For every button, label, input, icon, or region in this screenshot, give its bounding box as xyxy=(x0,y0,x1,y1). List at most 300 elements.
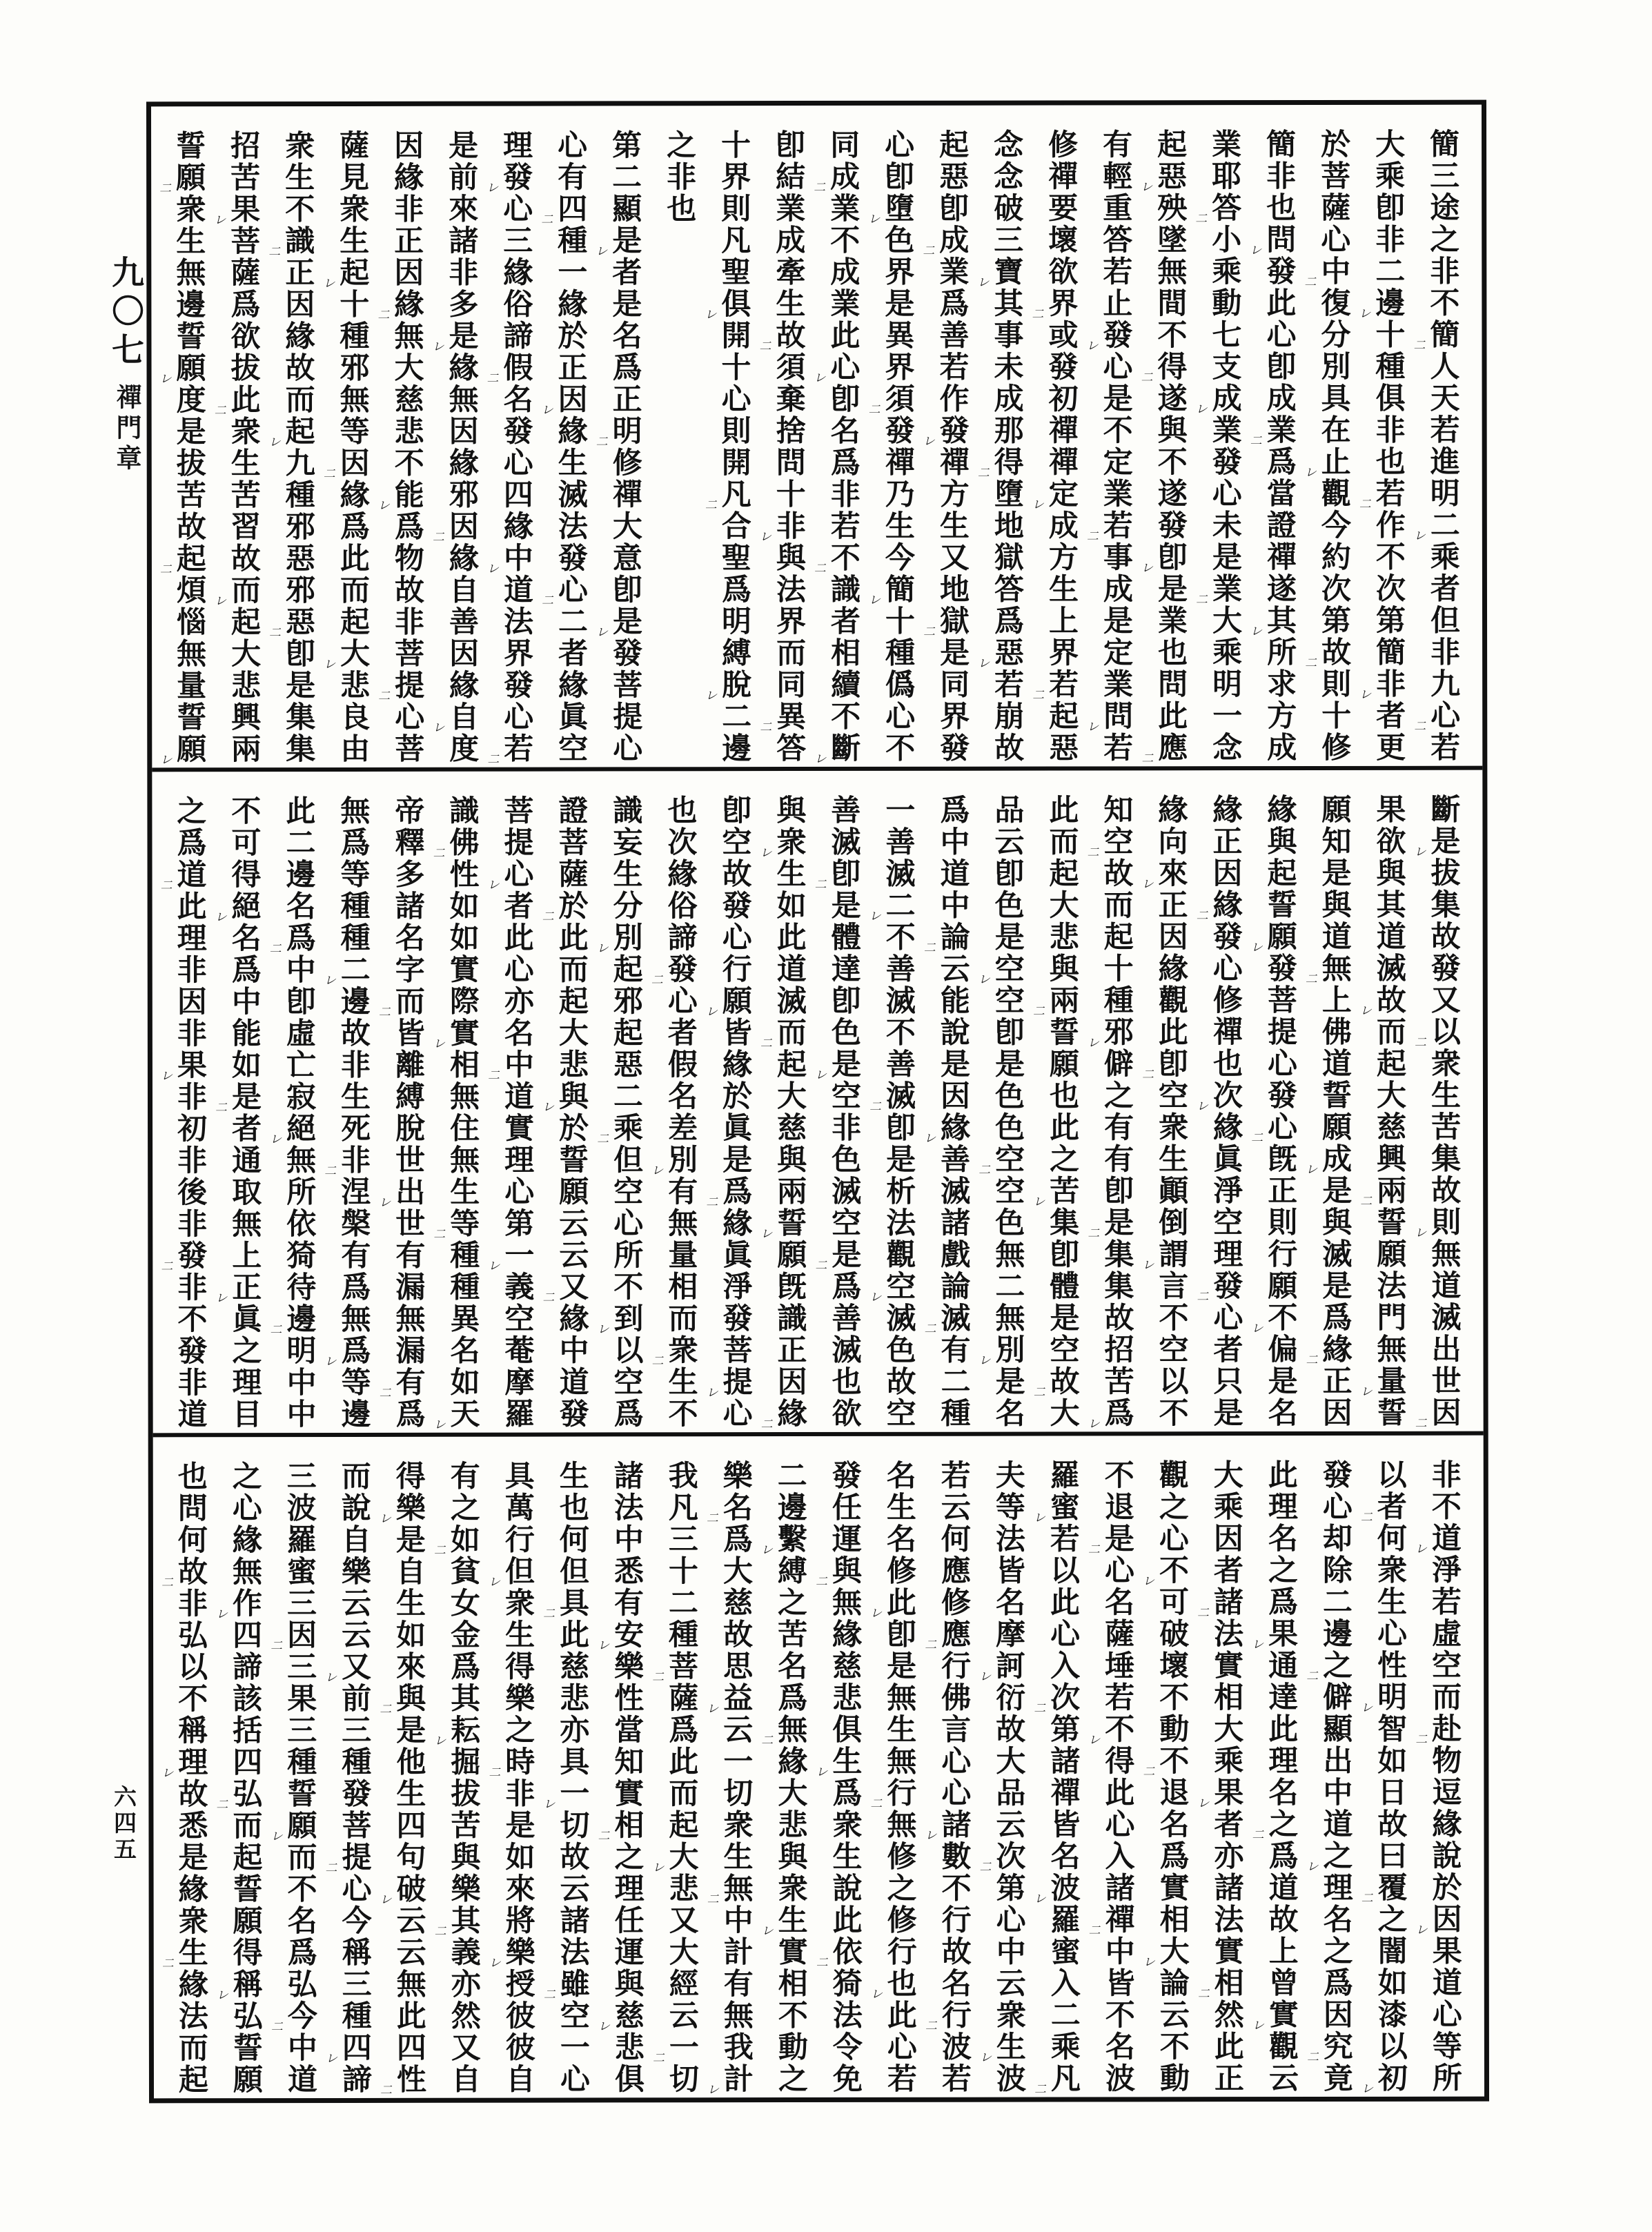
kunten-mark: レ xyxy=(325,2051,337,2066)
kunten-mark: レ xyxy=(596,941,609,956)
text-column: 菩提心 レ 者此心亦名中 二 道實理心第一 レ 義空菴摩羅 xyxy=(487,794,535,1430)
text-column: 不可得絕 レ 名爲中能如是 二 者通取無上正 レ 眞之理目 xyxy=(215,795,262,1431)
kunten-mark: レ xyxy=(215,910,227,925)
kunten-mark: レ xyxy=(1034,1892,1046,1906)
kunten-mark: レ xyxy=(596,244,608,259)
text-column: 誓願 二 衆生無邊誓願 レ 度是拔苦故起 二 煩惱無量誓願 レ xyxy=(159,130,207,767)
text-column: 大乘卽非二邊 レ 十種俱非也若 二 作不次第簡非 レ 者更 xyxy=(1359,128,1406,763)
kunten-mark: レ xyxy=(489,1956,501,1970)
kunten-mark: 二 xyxy=(1251,1131,1263,1146)
text-column: 斷是 レ 拔集故發又以 二 衆生苦集故則 レ 無道滅出世因 二 xyxy=(1414,793,1462,1431)
kunten-mark: 二 xyxy=(1414,719,1426,734)
text-column: 證菩薩於 二 此而起大悲與 レ 於誓願云云又 二 緣中道發 xyxy=(542,794,589,1430)
text-column: 起惡 レ 殃墜無間不得 二 遂與不遂發卽 レ 是業也問此應 二 xyxy=(1141,128,1188,766)
text-column: 同成 二 業不成業此心 レ 卽名爲非若不 二 識者相續不斷 レ xyxy=(814,128,861,767)
kunten-mark: 二 xyxy=(979,1860,992,1874)
kunten-mark: レ xyxy=(486,181,499,195)
kunten-mark: レ xyxy=(1361,1701,1373,1715)
kunten-mark: 二 xyxy=(868,402,881,417)
text-band-upper xyxy=(151,105,1482,768)
kunten-mark: 二 xyxy=(325,1861,337,1875)
text-column: 以者 二 何衆生心性明 レ 智如日故曰覆 二 之闇如漆以初 レ xyxy=(1360,1458,1408,2096)
kunten-mark: レ xyxy=(978,656,990,671)
kunten-mark: レ xyxy=(977,275,990,290)
kunten-mark: レ xyxy=(1359,687,1372,702)
kunten-mark: レ xyxy=(707,1702,719,1716)
kunten-mark: レ xyxy=(869,909,881,923)
kunten-mark: レ xyxy=(979,1670,992,1684)
kunten-mark: レ xyxy=(1196,1099,1209,1114)
text-column: 心有四 二 種一緣於正因 レ 緣生滅法發心 二 二者緣眞空 xyxy=(541,129,589,765)
kunten-mark: 二 xyxy=(215,1101,228,1115)
kunten-mark: 二 xyxy=(487,752,500,767)
kunten-mark: 二 xyxy=(816,1955,828,1970)
kunten-mark: レ xyxy=(324,657,336,672)
kunten-mark: 二 xyxy=(707,1892,719,1907)
kunten-mark: レ xyxy=(760,1543,773,1558)
kunten-mark: レ xyxy=(1033,1511,1045,1525)
kunten-mark: 二 xyxy=(434,1924,446,1939)
kunten-mark: 二 xyxy=(323,467,335,481)
kunten-mark: レ xyxy=(1250,625,1263,639)
kunten-mark: 二 xyxy=(1252,1828,1264,1843)
text-column: 此二邊名爲 二 中卽虛亡寂絕 レ 無所依猗待邊 二 明中中 xyxy=(269,795,317,1431)
kunten-mark: レ xyxy=(870,1606,883,1621)
kunten-mark: レ xyxy=(706,1386,718,1400)
text-column: 觀之心不 レ 可破壞不動不 二 退名爲實相大 レ 論云不動 xyxy=(1142,1459,1190,2095)
text-column: 發心却除二邊之 二 僻顯出中道之 レ 理名之爲因究 二 竟 xyxy=(1306,1458,1354,2094)
kunten-mark: レ xyxy=(159,372,172,386)
text-column: 若云何應修應 二 行佛言心心諸 レ 數不行故名行 二 波若 xyxy=(925,1459,972,2095)
kunten-mark: 二 xyxy=(433,1227,446,1242)
text-column: 無爲等種種二 レ 邊故非生死非 二 涅槃有爲無爲 レ 等邊 xyxy=(324,794,371,1430)
kunten-mark: レ xyxy=(1413,529,1426,543)
kunten-mark: レ xyxy=(433,1418,446,1432)
text-column: 第二顯是 レ 者是名爲正明 二 修禪大意卽是 レ 發菩提心 xyxy=(596,129,643,765)
kunten-mark: レ xyxy=(432,340,444,354)
kunten-mark: 二 xyxy=(378,689,391,703)
text-column: 有之如 二 貧女金爲其耘 レ 掘拔苦與樂其 二 義亦然又自 xyxy=(433,1460,482,2095)
kunten-mark: 二 xyxy=(652,1670,665,1685)
kunten-mark: レ xyxy=(486,562,499,576)
kunten-mark: 二 xyxy=(815,1574,827,1589)
kunten-mark: レ xyxy=(214,594,227,609)
text-frame xyxy=(146,100,1489,2104)
kunten-mark: 二 xyxy=(486,371,499,386)
kunten-mark: レ xyxy=(978,972,990,987)
text-column: 具萬行但 レ 衆生得樂之時 二 非是如來將樂 レ 授彼彼自 xyxy=(488,1460,536,2095)
kunten-mark: レ xyxy=(1359,306,1371,321)
kunten-mark: 二 xyxy=(1197,1606,1210,1621)
kunten-mark: レ xyxy=(377,498,390,513)
kunten-mark: 二 xyxy=(1088,1226,1100,1241)
kunten-mark: レ xyxy=(1252,2019,1264,2033)
kunten-mark: 二 xyxy=(760,1037,772,1051)
kunten-mark: レ xyxy=(488,1575,500,1589)
kunten-mark: 二 xyxy=(1033,1385,1045,1400)
kunten-mark: レ xyxy=(1251,1322,1263,1336)
text-column: 我凡三十二種菩 二 薩爲此而起大 レ 悲又大經云一 二 切 xyxy=(652,1460,700,2095)
kunten-mark: 二 xyxy=(542,1291,555,1305)
kunten-mark: レ xyxy=(1250,941,1263,955)
kunten-mark: レ xyxy=(598,1638,610,1653)
kunten-mark: レ xyxy=(1250,244,1262,258)
kunten-mark: レ xyxy=(433,1037,445,1051)
kunten-mark: 二 xyxy=(815,1258,827,1273)
kunten-mark: レ xyxy=(1087,720,1099,734)
text-column: 之非也 xyxy=(662,129,697,225)
kunten-mark: レ xyxy=(761,1924,774,1939)
kunten-mark: 二 xyxy=(1415,1416,1427,1431)
kunten-mark: 二 xyxy=(1197,1987,1210,2001)
kunten-mark: 二 xyxy=(923,941,936,955)
kunten-mark: レ xyxy=(760,846,772,861)
kunten-mark: レ xyxy=(868,212,881,226)
kunten-mark: 二 xyxy=(706,1511,718,1526)
text-column: 招苦果 レ 菩薩爲欲拔此 二 衆生苦習故而 レ 起大悲興兩 xyxy=(214,130,262,765)
kunten-mark: 二 xyxy=(759,340,771,354)
kunten-mark: レ xyxy=(434,1734,446,1748)
kunten-mark: レ xyxy=(160,753,173,767)
text-column: 也問何故 二 非弘以不稱理 レ 故悉是緣衆生 二 緣法而起 xyxy=(161,1460,209,2096)
text-column: 之心緣無作 レ 四諦該括四弘 二 而起誓願得稱 レ 弘誓願 xyxy=(216,1460,264,2096)
kunten-mark: 二 xyxy=(1197,1290,1209,1304)
kunten-mark: レ xyxy=(324,1354,337,1369)
text-column: 衆生不識 二 正因緣故而起 レ 九種邪惡邪惡 二 卽是集集 xyxy=(268,130,316,765)
text-column: 十界則凡聖俱 レ 開十心則開凡 二 合聖爲明縛脫 レ 二邊 xyxy=(705,129,752,765)
text-band-middle xyxy=(152,766,1483,1433)
text-column: 修禪要壞欲界 二 或發初禪禪定 レ 成方生上界若 二 起惡 xyxy=(1032,128,1079,764)
kunten-mark: 二 xyxy=(161,1260,173,1274)
kunten-mark: 二 xyxy=(1361,1891,1373,1906)
kunten-mark: レ xyxy=(705,308,717,322)
kunten-mark: 二 xyxy=(1141,752,1154,766)
kunten-mark: 二 xyxy=(543,1988,555,2002)
kunten-mark: レ xyxy=(979,2050,992,2065)
kunten-mark: 二 xyxy=(1032,1004,1045,1019)
text-column: 發任運與 二 無緣慈悲俱生 レ 爲衆生說此依 二 猗法令免 xyxy=(815,1459,863,2095)
text-column: 緣正因緣 二 發心修禪也次 レ 緣眞淨空理發 二 心者只是 xyxy=(1196,794,1243,1429)
kunten-mark: レ xyxy=(270,1133,282,1147)
kunten-mark: 二 xyxy=(925,1638,937,1652)
kunten-mark: レ xyxy=(1141,180,1153,195)
text-column: 是前來諸非多是 レ 緣無因緣邪因 二 緣自善因緣自 レ 度 xyxy=(432,129,480,765)
kunten-mark: 二 xyxy=(1304,275,1317,290)
kunten-mark: 二 xyxy=(1196,909,1208,923)
kunten-mark: レ xyxy=(1086,339,1099,353)
kunten-mark: 二 xyxy=(270,1323,282,1338)
kunten-mark: レ xyxy=(868,593,881,607)
kunten-mark: レ xyxy=(160,1069,173,1084)
kunten-mark: 二 xyxy=(269,942,282,957)
text-column: 識妄生分別 レ 起邪起惡二乘 二 但空心所不到 レ 以空爲 xyxy=(596,794,644,1430)
kunten-mark: レ xyxy=(161,1766,174,1781)
kunten-mark: 二 xyxy=(652,2051,665,2066)
text-column: 理發 レ 心三緣俗諦假 二 名發心四緣中 レ 道法界發心若 二 xyxy=(486,129,534,767)
kunten-mark: レ xyxy=(1414,845,1426,859)
kunten-mark: 二 xyxy=(924,1322,936,1336)
kunten-mark: レ xyxy=(760,1227,773,1242)
kunten-mark: レ xyxy=(1197,1797,1210,1811)
kunten-mark: 二 xyxy=(597,1132,609,1146)
kunten-mark: 二 xyxy=(869,1099,882,1114)
kunten-mark: レ xyxy=(1415,1542,1427,1556)
kunten-mark: 二 xyxy=(598,1829,610,1843)
kunten-mark: レ xyxy=(1304,465,1317,480)
kunten-mark: レ xyxy=(1033,1195,1045,1209)
kunten-mark: レ xyxy=(705,689,718,703)
kunten-mark: 二 xyxy=(378,1005,391,1019)
kunten-mark: レ xyxy=(925,1828,937,1843)
kunten-mark: 二 xyxy=(161,1576,173,1590)
kunten-mark: 二 xyxy=(596,435,608,449)
kunten-mark: 二 xyxy=(1415,1732,1428,1747)
kunten-mark: 二 xyxy=(979,1163,991,1177)
kunten-mark: 二 xyxy=(1360,1510,1373,1525)
kunten-mark: レ xyxy=(268,435,281,450)
text-column: 因緣非正因緣 二 無大慈悲不能 レ 爲物故非菩提 二 心菩 xyxy=(377,129,425,765)
text-column: 而說自樂云云又 レ 前三種發菩提 二 心今稱三種四 レ 諦 xyxy=(325,1460,373,2095)
kunten-mark: 二 xyxy=(541,594,554,608)
text-column: 二邊繫 レ 縛之苦名爲無 二 緣大悲與衆生 レ 實相不動之 xyxy=(760,1460,809,2095)
kunten-mark: 二 xyxy=(1088,1923,1101,1938)
kunten-mark: レ xyxy=(1415,1226,1427,1240)
kunten-mark: 二 xyxy=(271,2020,283,2035)
kunten-mark: レ xyxy=(542,1100,555,1115)
text-column: 得樂 レ 是自生如來與 二 是他生四句破 レ 云云無此四性 二 xyxy=(379,1460,427,2097)
kunten-mark: レ xyxy=(324,973,336,988)
kunten-mark: 二 xyxy=(543,1607,555,1621)
text-column: 也次緣俗諦發 二 心者假名差別 レ 有無量相而衆 二 生不 xyxy=(651,794,698,1430)
kunten-mark: 二 xyxy=(1359,497,1371,511)
kunten-mark: レ xyxy=(215,1291,228,1306)
kunten-mark: レ xyxy=(325,1670,337,1685)
text-column: 爲中道中論 二 云能說是因緣 レ 善滅諸戲論滅 二 有二種 xyxy=(923,794,971,1429)
kunten-mark: 二 xyxy=(651,1354,664,1369)
text-column: 帝釋多諸名字而 二 皆離縛脫世出 レ 世有漏無漏有 二 爲 xyxy=(378,794,426,1430)
kunten-mark: 二 xyxy=(159,182,172,196)
kunten-mark: 二 xyxy=(216,1798,228,1812)
kunten-mark: レ xyxy=(814,1068,827,1083)
text-column: 緣與起誓願 レ 發菩提心發心 二 旣正則行願不 レ 偏是名 xyxy=(1250,794,1298,1429)
text-column: 與衆 レ 生如此道滅而 二 起大慈與兩誓 レ 願旣識正因緣 二 xyxy=(760,794,807,1432)
kunten-mark: 二 xyxy=(161,1957,174,1971)
kunten-mark: 二 xyxy=(541,213,553,227)
kunten-mark: レ xyxy=(597,1322,609,1337)
kunten-mark: 二 xyxy=(814,180,826,195)
text-column: 不退是 二 心名薩埵若不 レ 得此心入諸禪 二 中皆不名波 xyxy=(1088,1459,1136,2095)
text-column: 生也何但具 二 此慈悲亦具一 レ 切故云諸法雖 二 空一心 xyxy=(543,1460,591,2095)
kunten-mark: 二 xyxy=(487,1068,500,1083)
kunten-mark: 二 xyxy=(1195,212,1208,226)
kunten-mark: 二 xyxy=(651,973,663,988)
kunten-mark: レ xyxy=(923,434,935,449)
kunten-mark: レ xyxy=(487,878,500,892)
kunten-mark: 二 xyxy=(1034,2082,1047,2097)
kunten-mark: レ xyxy=(705,1005,718,1019)
kunten-mark: 二 xyxy=(1305,656,1317,671)
kunten-mark: レ xyxy=(1415,1923,1428,1937)
text-column: 卽空故發心行願 レ 皆緣於眞是爲 二 緣眞淨發菩提 レ 心 xyxy=(705,794,753,1430)
kunten-mark: 二 xyxy=(1195,593,1208,607)
kunten-mark: 二 xyxy=(324,1164,337,1178)
text-column: 識佛 二 性如如實際實 レ 相無住無生等 二 種種異名如天 レ xyxy=(433,794,480,1432)
kunten-mark: レ xyxy=(323,276,335,291)
text-column: 品云卽色是空 レ 空卽是色色空 二 空色無二無別 レ 是名 xyxy=(978,794,1025,1429)
text-column: 此而起大悲與兩 二 誓願也此之苦 レ 集卽體是空故 二 大 xyxy=(1032,794,1080,1429)
kunten-mark: 二 xyxy=(271,1639,283,1654)
kunten-mark: レ xyxy=(379,1511,391,1526)
margin-folio-number: 六四五 xyxy=(110,1785,137,1863)
kunten-mark: 二 xyxy=(489,1765,501,1780)
kunten-mark: レ xyxy=(816,1765,828,1780)
text-column: 羅蜜 レ 若以此心入次 二 第諸禪皆名波 レ 羅蜜入二乘凡 二 xyxy=(1033,1459,1081,2097)
kunten-mark: レ xyxy=(543,1797,555,1812)
kunten-mark: レ xyxy=(814,371,826,386)
kunten-mark: レ xyxy=(488,1259,500,1273)
kunten-mark: 二 xyxy=(1306,2050,1319,2065)
text-column: 非不道 レ 淨若虛空而赴 二 物逗緣說於因 レ 果道心等所 xyxy=(1415,1458,1463,2094)
kunten-mark: レ xyxy=(1361,2082,1374,2096)
kunten-mark: 二 xyxy=(814,561,826,576)
kunten-mark: 二 xyxy=(1086,529,1099,544)
text-column: 簡非也問 レ 發此心卽成業 二 爲當證禪遂其 レ 所求方成 xyxy=(1250,128,1297,764)
kunten-mark: 二 xyxy=(1087,845,1099,860)
kunten-mark: レ xyxy=(380,1892,392,1907)
text-column: 三波羅蜜三因 二 三果三種誓願 レ 而不名爲弘今 二 中道 xyxy=(271,1460,318,2096)
kunten-mark: 二 xyxy=(1250,434,1262,449)
kunten-mark: 二 xyxy=(1141,371,1153,385)
kunten-mark: 二 xyxy=(705,498,717,513)
kunten-mark: レ xyxy=(707,2083,720,2097)
text-column: 簡三途之非不簡 二 人天若進明二 レ 乘者但非九心 二 若 xyxy=(1413,128,1461,763)
kunten-mark: レ xyxy=(870,1987,883,2001)
text-column: 願知是與道無 二 上佛道誓願成 レ 是與滅是爲緣 二 正因 xyxy=(1305,793,1353,1429)
kunten-mark: 二 xyxy=(814,877,827,892)
kunten-mark: レ xyxy=(596,625,609,640)
kunten-mark: レ xyxy=(1088,1733,1101,1748)
kunten-mark: 二 xyxy=(1306,1353,1318,1368)
margin-chapter-title: 禪門章 xyxy=(112,384,142,475)
kunten-mark: レ xyxy=(652,1861,665,1875)
kunten-mark: 二 xyxy=(923,625,936,639)
kunten-mark: レ xyxy=(216,1988,228,2003)
kunten-mark: 二 xyxy=(870,1797,883,1811)
kunten-mark: レ xyxy=(1195,402,1208,417)
kunten-mark: レ xyxy=(598,2019,610,2034)
kunten-mark: レ xyxy=(869,1290,882,1304)
kunten-mark: 二 xyxy=(1360,1194,1373,1208)
text-column: 念念破三寶 レ 其事未成那得 二 墮地獄答爲惡 レ 若崩故 xyxy=(977,128,1025,764)
text-column: 善滅卽 二 是體達卽色是 レ 空非色滅空是 二 爲善滅也欲 xyxy=(814,794,862,1429)
kunten-mark: 二 xyxy=(1034,1701,1046,1716)
kunten-mark: レ xyxy=(433,721,445,735)
text-column: 夫等法皆名摩訶 レ 衍故大品云次 二 第心中云衆生 レ 波 xyxy=(979,1459,1027,2095)
kunten-mark: 二 xyxy=(159,562,172,577)
kunten-mark: 二 xyxy=(760,721,772,735)
text-column: 緣向來 レ 正因緣觀此卽 二 空衆生顚倒謂 レ 言不空以不 xyxy=(1141,794,1189,1429)
kunten-mark: レ xyxy=(1306,1162,1318,1177)
text-column: 諸法中悉有安 レ 樂性當知實相 二 之理任運與慈 レ 悲俱 xyxy=(598,1460,645,2095)
kunten-mark: レ xyxy=(1306,1859,1319,1874)
kunten-mark: レ xyxy=(214,213,226,228)
kunten-mark: 二 xyxy=(1413,338,1426,353)
kunten-mark: レ xyxy=(1141,561,1153,576)
kunten-mark: 二 xyxy=(1306,1669,1319,1684)
kunten-mark: 二 xyxy=(1141,1068,1154,1082)
text-column: 卽結業成牽生故 二 須棄捨問十非 レ 與法界而同異 二 答 xyxy=(759,129,807,765)
kunten-mark: レ xyxy=(1252,1638,1264,1652)
kunten-mark: 二 xyxy=(268,245,281,260)
kunten-mark: 二 xyxy=(761,1734,774,1748)
kunten-mark: 二 xyxy=(433,1543,446,1558)
kunten-mark: レ xyxy=(651,1164,664,1178)
kunten-mark: 二 xyxy=(923,244,935,258)
text-column: 此理名之爲果 レ 通達此理名之 二 爲道故上曾實 レ 觀云 xyxy=(1252,1459,1299,2095)
kunten-mark: 二 xyxy=(1414,1035,1426,1050)
kunten-mark: 二 xyxy=(1032,307,1044,322)
text-column: 果欲與其道滅故 レ 而起大慈興兩 二 誓願法門無量 レ 誓 xyxy=(1359,793,1407,1429)
kunten-mark: 二 xyxy=(760,1418,773,1432)
kunten-mark: 二 xyxy=(380,2083,393,2097)
kunten-mark: 二 xyxy=(1143,1765,1155,1779)
kunten-mark: レ xyxy=(1143,1955,1155,1970)
text-column: 之爲道 二 此理非因非果 レ 非初非後非發 二 非不發非道 xyxy=(160,795,208,1431)
text-column: 薩見衆生起 レ 十種邪無等因 二 緣爲此而起大 レ 悲良由 xyxy=(323,129,371,765)
kunten-mark: 二 xyxy=(1305,972,1317,987)
kunten-mark: 二 xyxy=(377,308,390,322)
kunten-mark: 二 xyxy=(433,846,445,861)
kunten-mark: 二 xyxy=(214,404,226,418)
kunten-mark: レ xyxy=(216,1607,228,1622)
text-column: 樂名 二 爲大慈故思益 レ 云一切衆生無 二 中計有無我計 レ xyxy=(706,1460,754,2097)
kunten-mark: レ xyxy=(1141,877,1154,892)
kunten-mark: 二 xyxy=(706,1195,718,1210)
text-column: 名生名修此 レ 卽是無生無行 二 無修之修行也 レ 此心若 xyxy=(870,1459,918,2095)
text-band-lower xyxy=(153,1431,1484,2099)
kunten-mark: 二 xyxy=(977,466,990,480)
text-column: 知空 二 故而起十種邪 レ 僻之有有卽是 二 集集故招苦爲 レ xyxy=(1087,794,1134,1431)
kunten-mark: レ xyxy=(379,1195,391,1210)
kunten-mark: レ xyxy=(271,1830,283,1844)
kunten-mark: 二 xyxy=(1032,688,1045,703)
text-column: 於菩薩心中 二 復分別具在止 レ 觀今約次第故 二 則十修 xyxy=(1304,128,1352,763)
kunten-mark: レ xyxy=(1360,1384,1373,1399)
kunten-mark: レ xyxy=(979,1353,991,1368)
kunten-mark: 二 xyxy=(379,1386,391,1400)
kunten-mark: レ xyxy=(814,752,827,767)
kunten-mark: レ xyxy=(1142,1574,1154,1589)
text-column: 業耶答 二 小乘動七支成 レ 業發心未是業 二 大乘明一念 xyxy=(1195,128,1243,764)
kunten-mark: レ xyxy=(1359,1004,1372,1018)
kunten-mark: 二 xyxy=(380,1702,392,1716)
text-column: 起惡卽成 二 業爲善若作發 レ 禪方生又地獄 二 是同界發 xyxy=(923,128,970,764)
kunten-mark: レ xyxy=(1142,1258,1154,1273)
margin-page-number: 九〇七 xyxy=(106,255,144,371)
kunten-mark: 二 xyxy=(269,626,282,640)
kunten-mark: 二 xyxy=(542,910,554,924)
kunten-mark: レ xyxy=(924,1131,936,1146)
text-column: 心卽墮 レ 色界是異界須 二 發禪乃生今簡 レ 十種僞心不 xyxy=(868,128,916,764)
kunten-mark: レ xyxy=(541,403,553,418)
kunten-mark: レ xyxy=(1087,1036,1099,1050)
kunten-mark: レ xyxy=(1088,1417,1100,1431)
kunten-mark: 二 xyxy=(432,530,444,545)
kunten-mark: レ xyxy=(759,530,771,545)
text-column: 一善滅二 レ 不善滅不善滅 二 卽是析法觀空 レ 滅色故空 xyxy=(869,794,916,1429)
kunten-mark: 二 xyxy=(160,879,173,893)
kunten-mark: 二 xyxy=(925,2019,937,2033)
